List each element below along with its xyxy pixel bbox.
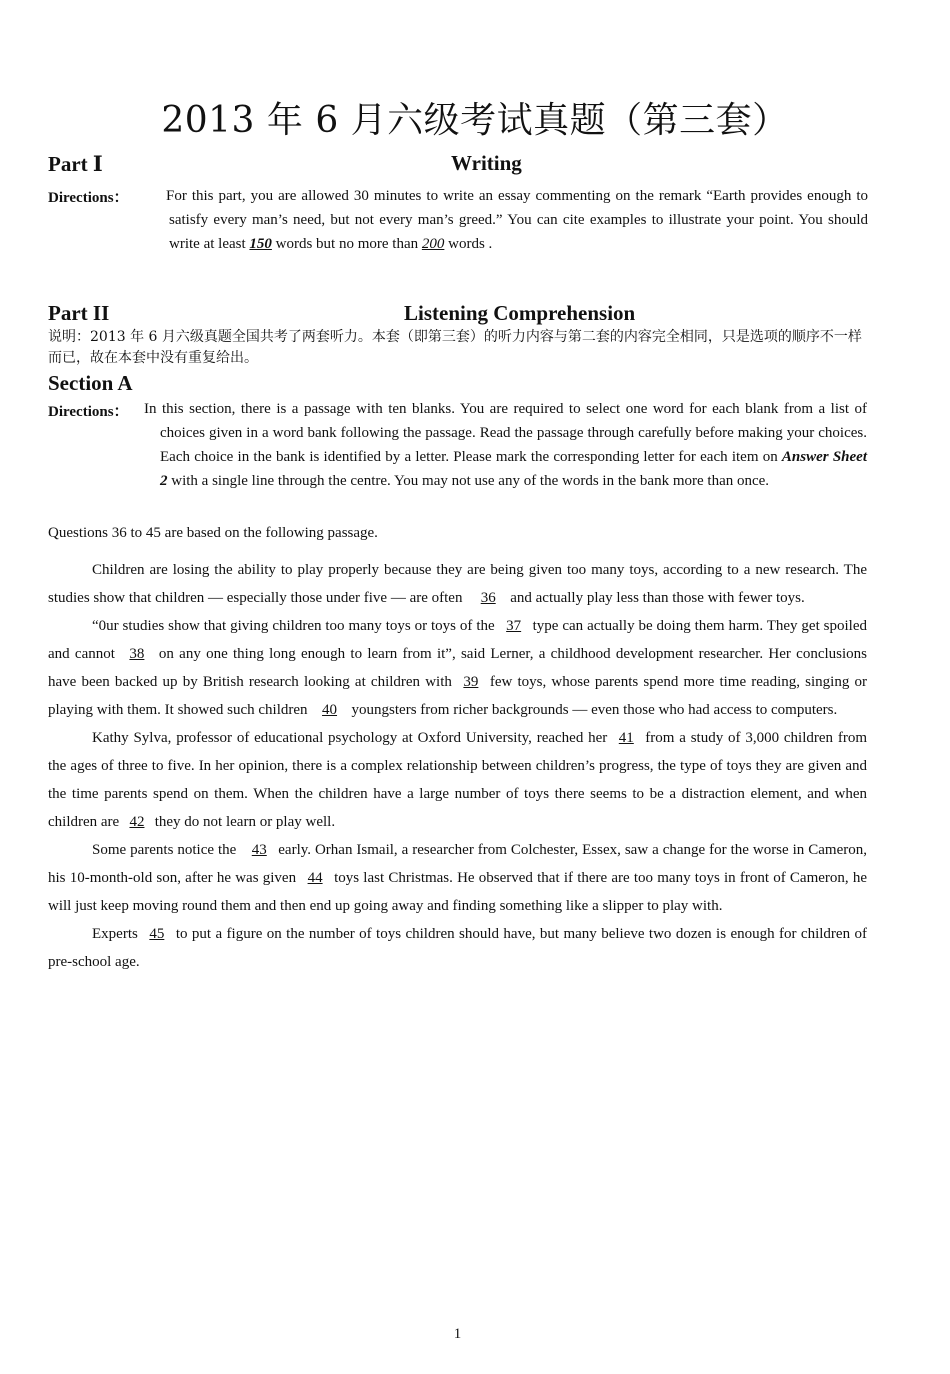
section-a-heading: Section A xyxy=(48,371,133,395)
listening-note: 说明：2013 年 6 月六级真题全国共考了两套听力。本套（即第三套）的听力内容与第二套的内容完全相同，只是选项的顺序不一样而已，故在本套中没有重复给出。 xyxy=(48,329,862,366)
blank-39: 39 xyxy=(463,674,479,690)
passage-paragraph: Some parents notice the 43 early. Orhan Ismail, a researcher from Colchester, Essex, saw a change for the worse in Cameron, his 10-month-old son, after he was given 44 toys last Christmas. He observed that if there are too many toys in front of Cameron, he will just keep moving round them and then end up going away and finding something like a slipper to play with. xyxy=(48,836,867,920)
part1-directions-label: Directions： xyxy=(48,190,129,206)
part1-directions-pre: For this part, you are allowed 30 minutes to write an essay commenting on the remark “Earth provides enough to satisfy every man’s need, but not every man’s greed.” You can cite examples to illustrate your point. You should write at least xyxy=(166,188,868,252)
part1-directions-text xyxy=(166,184,868,256)
blank-42: 42 xyxy=(129,814,145,830)
blank-43: 43 xyxy=(251,842,267,858)
passage xyxy=(48,556,867,976)
blank-38: 38 xyxy=(129,646,145,662)
part1-directions-post: words . xyxy=(444,236,493,252)
blank-44: 44 xyxy=(307,870,323,886)
document-title: 2013 年 6 月六级考试真题（第三套） xyxy=(161,100,789,141)
blank-40: 40 xyxy=(322,702,338,718)
blank-36: 36 xyxy=(480,590,496,606)
passage-paragraph: Kathy Sylva, professor of educational psychology at Oxford University, reached her 41 from a study of 3,000 children from the ages of three to five. In her opinion, there is a complex relationship between children’s progress, the type of toys they are given and the time parents spend on them. When the children have a large number of toys there seems to be a distraction element, and when children are 42 they do not learn or play well. xyxy=(48,724,867,836)
passage-paragraph: Children are losing the ability to play properly because they are being given too many toys, according to a new research. The studies show that children — especially those under five — are often 36 and actually play less than those with fewer toys. xyxy=(48,556,867,612)
part1-title: Writing xyxy=(451,151,522,175)
section-a-directions-post: with a single line through the centre. You may not use any of the words in the bank more than once. xyxy=(167,473,770,489)
min-words: 150 xyxy=(249,236,272,252)
passage-paragraph: Experts 45 to put a figure on the number of toys children should have, but many believe two dozen is enough for children of pre-school age. xyxy=(48,920,867,976)
part1-directions-mid: words but no more than xyxy=(271,236,422,252)
blank-45: 45 xyxy=(149,926,165,942)
part1-label: Part Ⅰ xyxy=(48,152,103,176)
page-number: 1 xyxy=(453,1326,462,1342)
max-words: 200 xyxy=(421,236,445,252)
part2-title: Listening Comprehension xyxy=(404,301,636,325)
part2-label: Part II xyxy=(48,301,110,325)
blank-41: 41 xyxy=(618,730,634,746)
answer-sheet-ref: Answer Sheet 2 xyxy=(160,449,867,489)
blank-37: 37 xyxy=(506,618,522,634)
passage-paragraph: “0ur studies show that giving children too many toys or toys of the 37 type can actually be doing them harm. They get spoiled and cannot 38 on any one thing long enough to learn from it”, said Lerner, a childhood development researcher. Her conclusions have been backed up by British research looking at children with 39 few toys, whose parents spend more time reading, singing or playing with them. It showed such children 40 youngsters from richer backgrounds — even those who had access to computers. xyxy=(48,612,867,724)
questions-intro: Questions 36 to 45 are based on the following passage. xyxy=(48,525,378,541)
section-a-directions-text xyxy=(144,397,867,493)
section-a-directions-label: Directions： xyxy=(48,404,129,420)
section-a-directions-pre: In this section, there is a passage with ten blanks. You are required to select one word for each blank from a list of choices given in a word bank following the passage. Read the passage through carefully before making your choices. Each choice in the bank is identified by a letter. Please mark the corresponding letter for each item on xyxy=(144,401,867,465)
